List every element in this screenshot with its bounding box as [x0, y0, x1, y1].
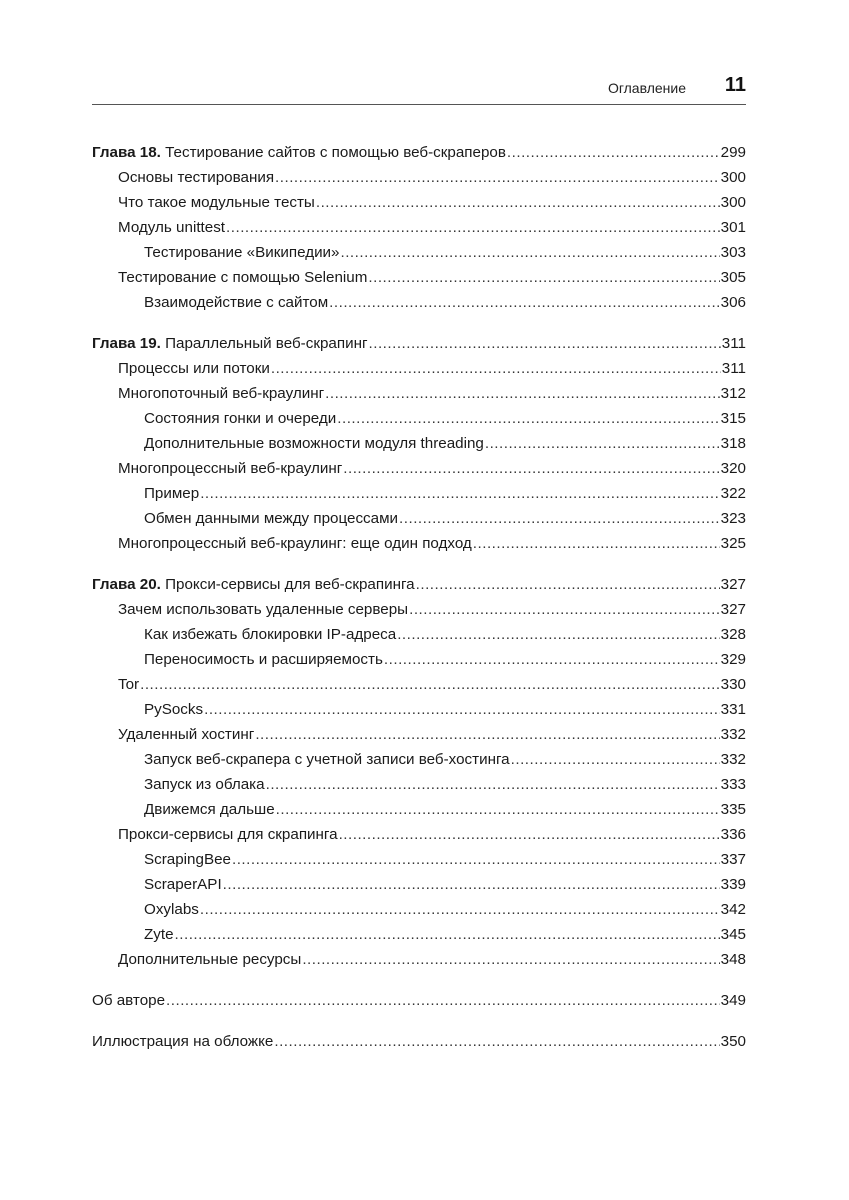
dot-leader — [340, 240, 719, 265]
entry-title: ScraperAPI — [144, 876, 222, 893]
entry-title: PySocks — [144, 701, 204, 718]
page-ref: 318 — [720, 435, 746, 452]
dot-leader — [368, 265, 719, 290]
dot-leader — [175, 922, 720, 947]
dot-leader — [274, 1029, 719, 1054]
toc-entry — [92, 772, 746, 797]
page-ref: 311 — [721, 360, 746, 377]
page-ref: 325 — [720, 535, 746, 552]
chapter-heading — [92, 572, 746, 597]
toc-entry — [92, 290, 746, 315]
toc-entry — [92, 847, 746, 872]
entry-title: Тестирование «Википедии» — [144, 244, 340, 261]
page-ref: 339 — [720, 876, 746, 893]
entry-title: Дополнительные ресурсы — [118, 951, 302, 968]
page-number: 11 — [724, 74, 746, 96]
chapter-18 — [92, 140, 746, 315]
table-of-contents — [92, 140, 746, 1070]
page-ref: 336 — [720, 826, 746, 843]
page-ref: 327 — [720, 601, 746, 618]
dot-leader — [325, 381, 720, 406]
toc-entry — [92, 381, 746, 406]
page-ref: 305 — [720, 269, 746, 286]
page-ref: 300 — [720, 194, 746, 211]
page-ref: 300 — [720, 169, 746, 186]
entry-title: Основы тестирования — [118, 169, 275, 186]
chapter-name: Параллельный веб-скрапинг — [165, 335, 368, 352]
page-ref: 328 — [720, 626, 746, 643]
chapter-title — [92, 140, 506, 165]
toc-entry-about-author — [92, 988, 746, 1013]
toc-entry — [92, 406, 746, 431]
entry-title: Прокси-сервисы для скрапинга — [118, 826, 338, 843]
page-ref: 320 — [720, 460, 746, 477]
entry-title: Что такое модульные тесты — [118, 194, 315, 211]
dot-leader — [140, 672, 720, 697]
dot-leader — [339, 822, 720, 847]
entry-title: Удаленный хостинг — [118, 726, 255, 743]
toc-entry — [92, 897, 746, 922]
chapter-title — [92, 331, 368, 356]
entry-title: Иллюстрация на обложке — [92, 1033, 274, 1050]
entry-title: Пример — [144, 485, 200, 502]
toc-entry-cover-illustration — [92, 1029, 746, 1054]
entry-title: Модуль unittest — [118, 219, 226, 236]
dot-leader — [473, 531, 720, 556]
dot-leader — [266, 772, 720, 797]
entry-title: Зачем использовать удаленные серверы — [118, 601, 409, 618]
toc-entry — [92, 672, 746, 697]
dot-leader — [399, 506, 720, 531]
toc-entry — [92, 431, 746, 456]
chapter-20 — [92, 572, 746, 972]
page-ref: 345 — [720, 926, 746, 943]
chapter-heading — [92, 140, 746, 165]
running-title: Оглавление — [607, 80, 686, 96]
dot-leader — [166, 988, 720, 1013]
toc-entry — [92, 947, 746, 972]
dot-leader — [232, 847, 720, 872]
page-ref: 315 — [720, 410, 746, 427]
dot-leader — [511, 747, 720, 772]
entry-title: Многопроцессный веб-краулинг: еще один подход — [118, 535, 472, 552]
entry-title: Многопоточный веб-краулинг — [118, 385, 325, 402]
entry-title: ScrapingBee — [144, 851, 231, 868]
toc-entry — [92, 190, 746, 215]
toc-entry — [92, 722, 746, 747]
page-ref: 301 — [720, 219, 746, 236]
toc-entry — [92, 747, 746, 772]
chapter-19 — [92, 331, 746, 556]
toc-entry — [92, 456, 746, 481]
entry-title: Состояния гонки и очереди — [144, 410, 337, 427]
entry-title: Обмен данными между процессами — [144, 510, 399, 527]
entry-title: Взаимодействие с сайтом — [144, 294, 329, 311]
entry-title: Запуск из облака — [144, 776, 265, 793]
entry-title: Многопроцессный веб-краулинг — [118, 460, 343, 477]
toc-entry — [92, 531, 746, 556]
dot-leader — [204, 697, 720, 722]
page-header — [92, 76, 746, 105]
page-ref: 349 — [720, 992, 746, 1009]
page-ref: 348 — [720, 951, 746, 968]
dot-leader — [200, 481, 719, 506]
dot-leader — [507, 140, 720, 165]
toc-entry — [92, 872, 746, 897]
page-ref: 312 — [720, 385, 746, 402]
page-ref: 306 — [720, 294, 746, 311]
chapter-title — [92, 572, 415, 597]
entry-title: Запуск веб-скрапера с учетной записи веб-хостинга — [144, 751, 510, 768]
page-ref: 330 — [720, 676, 746, 693]
dot-leader — [226, 215, 720, 240]
page-ref: 327 — [720, 576, 746, 593]
toc-entry — [92, 506, 746, 531]
page-ref: 333 — [720, 776, 746, 793]
chapter-number: Глава 20. — [92, 576, 161, 593]
dot-leader — [337, 406, 719, 431]
toc-entry — [92, 215, 746, 240]
dot-leader — [223, 872, 720, 897]
page-ref: 337 — [720, 851, 746, 868]
chapter-heading — [92, 331, 746, 356]
toc-entry — [92, 647, 746, 672]
dot-leader — [397, 622, 719, 647]
toc-entry — [92, 597, 746, 622]
page-ref: 335 — [720, 801, 746, 818]
entry-title: Об авторе — [92, 992, 166, 1009]
toc-entry — [92, 622, 746, 647]
dot-leader — [276, 797, 720, 822]
page-ref: 329 — [720, 651, 746, 668]
entry-title: Дополнительные возможности модуля threading — [144, 435, 484, 452]
page-ref: 303 — [720, 244, 746, 261]
entry-title: Процессы или потоки — [118, 360, 270, 377]
entry-title: Тестирование с помощью Selenium — [118, 269, 368, 286]
toc-entry — [92, 165, 746, 190]
dot-leader — [275, 165, 720, 190]
page-ref: 350 — [720, 1033, 746, 1050]
toc-entry — [92, 481, 746, 506]
chapter-number: Глава 18. — [92, 144, 161, 161]
entry-title: Zyte — [144, 926, 174, 943]
toc-entry — [92, 822, 746, 847]
page-ref: 342 — [720, 901, 746, 918]
page-ref: 323 — [720, 510, 746, 527]
dot-leader — [316, 190, 720, 215]
toc-entry — [92, 356, 746, 381]
dot-leader — [485, 431, 720, 456]
dot-leader — [271, 356, 721, 381]
dot-leader — [343, 456, 719, 481]
dot-leader — [416, 572, 720, 597]
dot-leader — [369, 331, 721, 356]
entry-title: Переносимость и расширяемость — [144, 651, 383, 668]
dot-leader — [302, 947, 719, 972]
chapter-number: Глава 19. — [92, 335, 161, 352]
page-ref: 332 — [720, 751, 746, 768]
toc-entry — [92, 797, 746, 822]
page-ref: 332 — [720, 726, 746, 743]
dot-leader — [200, 897, 720, 922]
entry-title: Tor — [118, 676, 140, 693]
toc-entry — [92, 240, 746, 265]
chapter-name: Прокси-сервисы для веб-скрапинга — [165, 576, 415, 593]
page-ref: 311 — [721, 335, 746, 352]
toc-entry — [92, 265, 746, 290]
dot-leader — [255, 722, 719, 747]
entry-title: Как избежать блокировки IP-адреса — [144, 626, 397, 643]
dot-leader — [329, 290, 720, 315]
dot-leader — [384, 647, 720, 672]
entry-title: Движемся дальше — [144, 801, 275, 818]
toc-entry — [92, 922, 746, 947]
entry-title: Oxylabs — [144, 901, 199, 918]
toc-entry — [92, 697, 746, 722]
page-ref: 299 — [720, 144, 746, 161]
page-ref: 331 — [720, 701, 746, 718]
page-ref: 322 — [720, 485, 746, 502]
chapter-name: Тестирование сайтов с помощью веб-скраперов — [165, 144, 506, 161]
dot-leader — [409, 597, 720, 622]
